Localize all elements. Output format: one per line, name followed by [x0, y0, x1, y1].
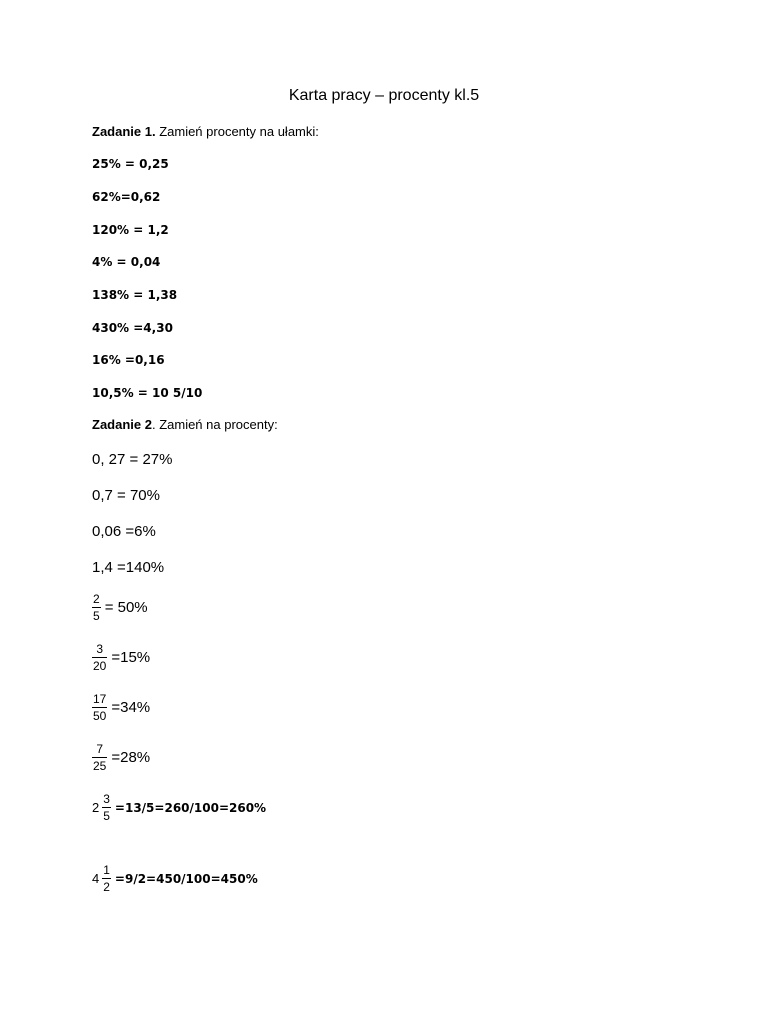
task2-mixed-answer	[92, 863, 258, 894]
whole-number: 2	[92, 800, 100, 815]
task2-decimal-answer: 0,7 = 70%	[92, 487, 160, 504]
task1-answer: 138% = 1,38	[92, 288, 178, 302]
numerator: 2	[93, 592, 100, 606]
task2-fraction-answer	[92, 592, 148, 623]
numerator: 7	[96, 742, 104, 756]
task2-decimal-answer: 1,4 =140%	[92, 559, 165, 576]
task1-text: Zamień procenty na ułamki:	[155, 124, 319, 139]
numerator: 3	[103, 792, 110, 806]
fraction	[92, 692, 107, 723]
task1-answer: 4% = 0,04	[92, 255, 161, 269]
task2-label: Zadanie 2	[92, 417, 152, 432]
task1-answer: 430% =4,30	[92, 321, 173, 335]
fraction	[92, 742, 107, 773]
denominator: 2	[103, 880, 110, 894]
fraction-result: = 50%	[104, 599, 148, 616]
denominator: 5	[93, 609, 100, 623]
denominator: 5	[103, 809, 110, 823]
task2-text: . Zamień na procenty:	[151, 417, 278, 432]
task1-answer: 25% = 0,25	[92, 157, 169, 171]
denominator: 25	[93, 759, 107, 773]
task1-answer: 120% = 1,2	[92, 223, 169, 237]
denominator: 50	[93, 709, 107, 723]
fraction	[102, 792, 111, 823]
denominator: 20	[93, 659, 107, 673]
mixed-result: =9/2=450/100=450%	[114, 871, 258, 886]
whole-number: 4	[92, 871, 100, 886]
fraction-result: =28%	[111, 749, 151, 766]
numerator: 17	[93, 692, 107, 706]
task2-fraction-answer	[92, 642, 150, 673]
task1-heading	[92, 124, 319, 139]
task2-mixed-answer	[92, 792, 266, 823]
fraction	[92, 642, 107, 673]
fraction-result: =34%	[111, 699, 151, 716]
mixed-result: =13/5=260/100=260%	[114, 800, 267, 815]
task2-decimal-answer: 0,06 =6%	[92, 523, 156, 540]
fraction-result: =15%	[111, 649, 151, 666]
page-title: Karta pracy – procenty kl.5	[288, 87, 480, 104]
task1-answer: 16% =0,16	[92, 353, 165, 367]
task1-answer: 10,5% = 10 5/10	[92, 386, 203, 400]
task2-fraction-answer	[92, 692, 150, 723]
fraction	[92, 592, 101, 623]
numerator: 1	[103, 863, 110, 877]
numerator: 3	[96, 642, 104, 656]
task1-label: Zadanie 1.	[92, 124, 156, 139]
task2-fraction-answer	[92, 742, 150, 773]
task1-answer: 62%=0,62	[92, 190, 161, 204]
task2-heading	[92, 417, 278, 432]
task2-decimal-answer: 0, 27 = 27%	[92, 451, 173, 468]
fraction	[102, 863, 111, 894]
